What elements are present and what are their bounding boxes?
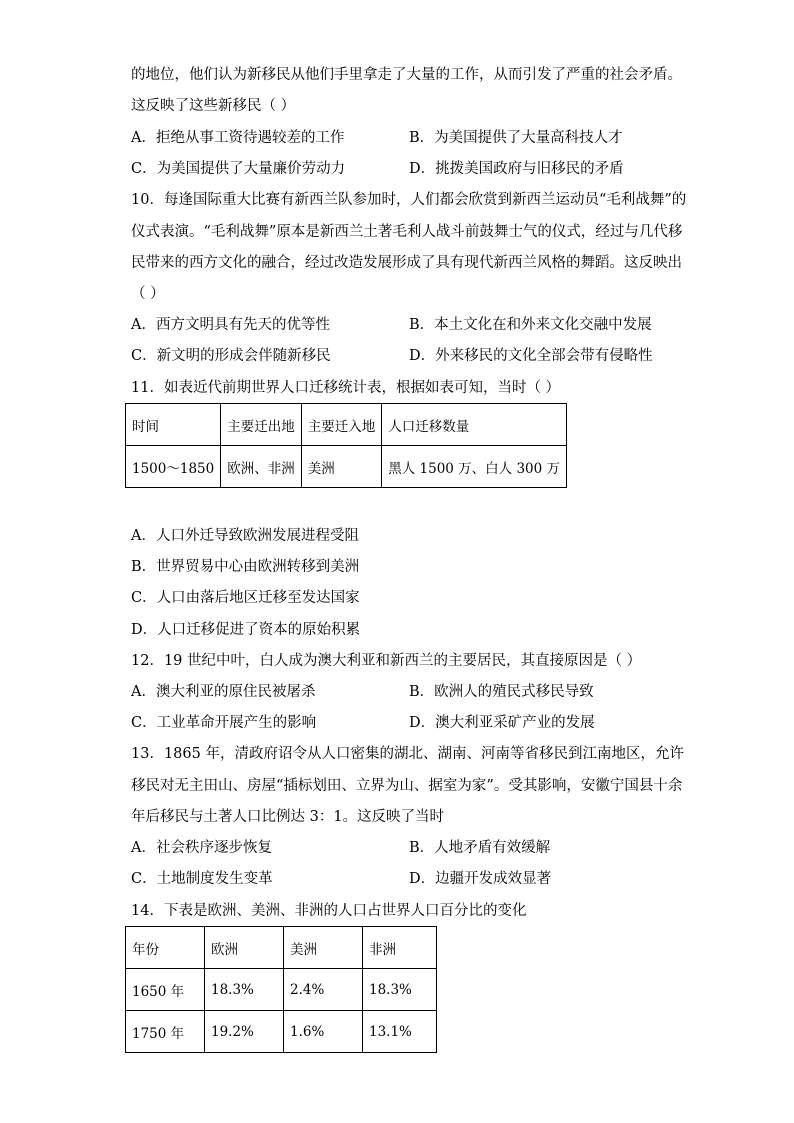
table-header-row — [126, 927, 437, 969]
q10-stem-line-3: 民带来的西方文化的融合，经过改造发展形成了具有现代新西兰风格的舞蹈。这反映出 — [131, 255, 682, 271]
table-header-cell: 非洲 — [363, 927, 437, 969]
table-header-cell: 主要迁出地 — [221, 404, 302, 446]
q9-option-a: A．拒绝从事工资待遇较差的工作 — [131, 130, 345, 146]
q11-option-d: D．人口迁移促进了资本的原始积累 — [131, 622, 361, 638]
q9-option-d: D．挑拨美国政府与旧移民的矛盾 — [409, 161, 624, 177]
q13-stem-line-1: 13．1865 年，清政府诏令从人口密集的湖北、湖南、河南等省移民到江南地区，允许 — [131, 746, 684, 762]
q10-option-c: C．新文明的形成会伴随新移民 — [131, 348, 331, 364]
table-cell: 18.3% — [205, 969, 284, 1011]
q10-stem-line-2: 仪式表演。“毛利战舞”原本是新西兰土著毛利人战斗前鼓舞士气的仪式，经过与几代移 — [131, 224, 683, 240]
table-cell: 欧洲、非洲 — [221, 446, 302, 488]
table-header-cell: 主要迁入地 — [301, 404, 382, 446]
q10-stem-line-1: 10．每逢国际重大比赛有新西兰队参加时，人们都会欣赏到新西兰运动员“毛利战舞”的 — [131, 192, 687, 208]
q12-option-a: A．澳大利亚的原住民被屠杀 — [131, 684, 316, 700]
q12-option-c: C．工业革命开展产生的影响 — [131, 715, 317, 731]
q14-stem: 14．下表是欧洲、美洲、非洲的人口占世界人口百分比的变化 — [131, 903, 527, 919]
q11-table — [125, 403, 567, 488]
table-header-cell: 年份 — [126, 927, 205, 969]
q12-stem: 12．19 世纪中叶，白人成为澳大利亚和新西兰的主要居民，其直接原因是（ ） — [131, 653, 642, 669]
q9-stem-line-1: 的地位，他们认为新移民从他们手里拿走了大量的工作，从而引发了严重的社会矛盾。 — [131, 67, 682, 83]
q11-option-a: A．人口外迁导致欧洲发展进程受阻 — [131, 528, 359, 544]
q13-option-d: D．边疆开发成效显著 — [409, 871, 552, 887]
q9-option-c: C．为美国提供了大量廉价劳动力 — [131, 161, 346, 177]
table-row — [126, 1011, 437, 1053]
table-cell: 1750 年 — [126, 1011, 205, 1053]
q10-stem-line-4: （ ） — [131, 286, 165, 302]
table-row — [126, 446, 567, 488]
table-header-cell: 欧洲 — [205, 927, 284, 969]
q9-stem-line-2: 这反映了这些新移民（ ） — [131, 98, 296, 114]
q13-stem-line-2: 移民对无主田山、房屋“插标划田、立界为山、据室为家”。受其影响，安徽宁国县十余 — [131, 778, 683, 794]
table-cell: 18.3% — [363, 969, 437, 1011]
q13-stem-line-3: 年后移民与土著人口比例达 3：1。这反映了当时 — [131, 809, 445, 825]
table-cell: 黑人 1500 万、白人 300 万 — [382, 446, 567, 488]
table-cell: 1.6% — [284, 1011, 363, 1053]
table-cell: 美洲 — [301, 446, 382, 488]
table-cell: 13.1% — [363, 1011, 437, 1053]
q14-table — [125, 926, 437, 1053]
table-cell: 2.4% — [284, 969, 363, 1011]
q13-option-c: C．土地制度发生变革 — [131, 871, 273, 887]
q12-option-b: B．欧洲人的殖民式移民导致 — [409, 684, 594, 700]
table-cell: 1650 年 — [126, 969, 205, 1011]
q11-stem: 11．如表近代前期世界人口迁移统计表，根据如表可知，当时（ ） — [131, 380, 561, 396]
table-header-row — [126, 404, 567, 446]
q13-option-a: A．社会秩序逐步恢复 — [131, 840, 272, 856]
table-header-cell: 美洲 — [284, 927, 363, 969]
q13-option-b: B．人地矛盾有效缓解 — [409, 840, 551, 856]
q11-option-c: C．人口由落后地区迁移至发达国家 — [131, 590, 360, 606]
table-cell: 19.2% — [205, 1011, 284, 1053]
table-header-cell: 时间 — [126, 404, 221, 446]
q12-option-d: D．澳大利亚采矿产业的发展 — [409, 715, 595, 731]
q9-option-b: B．为美国提供了大量高科技人才 — [409, 130, 623, 146]
q10-option-a: A．西方文明具有先天的优等性 — [131, 317, 330, 333]
table-cell: 1500～1850 — [126, 446, 221, 488]
q11-option-b: B．世界贸易中心由欧洲转移到美洲 — [131, 559, 360, 575]
table-row — [126, 969, 437, 1011]
table-header-cell: 人口迁移数量 — [382, 404, 567, 446]
q10-option-d: D．外来移民的文化全部会带有侵略性 — [409, 348, 653, 364]
q10-option-b: B．本土文化在和外来文化交融中发展 — [409, 317, 652, 333]
